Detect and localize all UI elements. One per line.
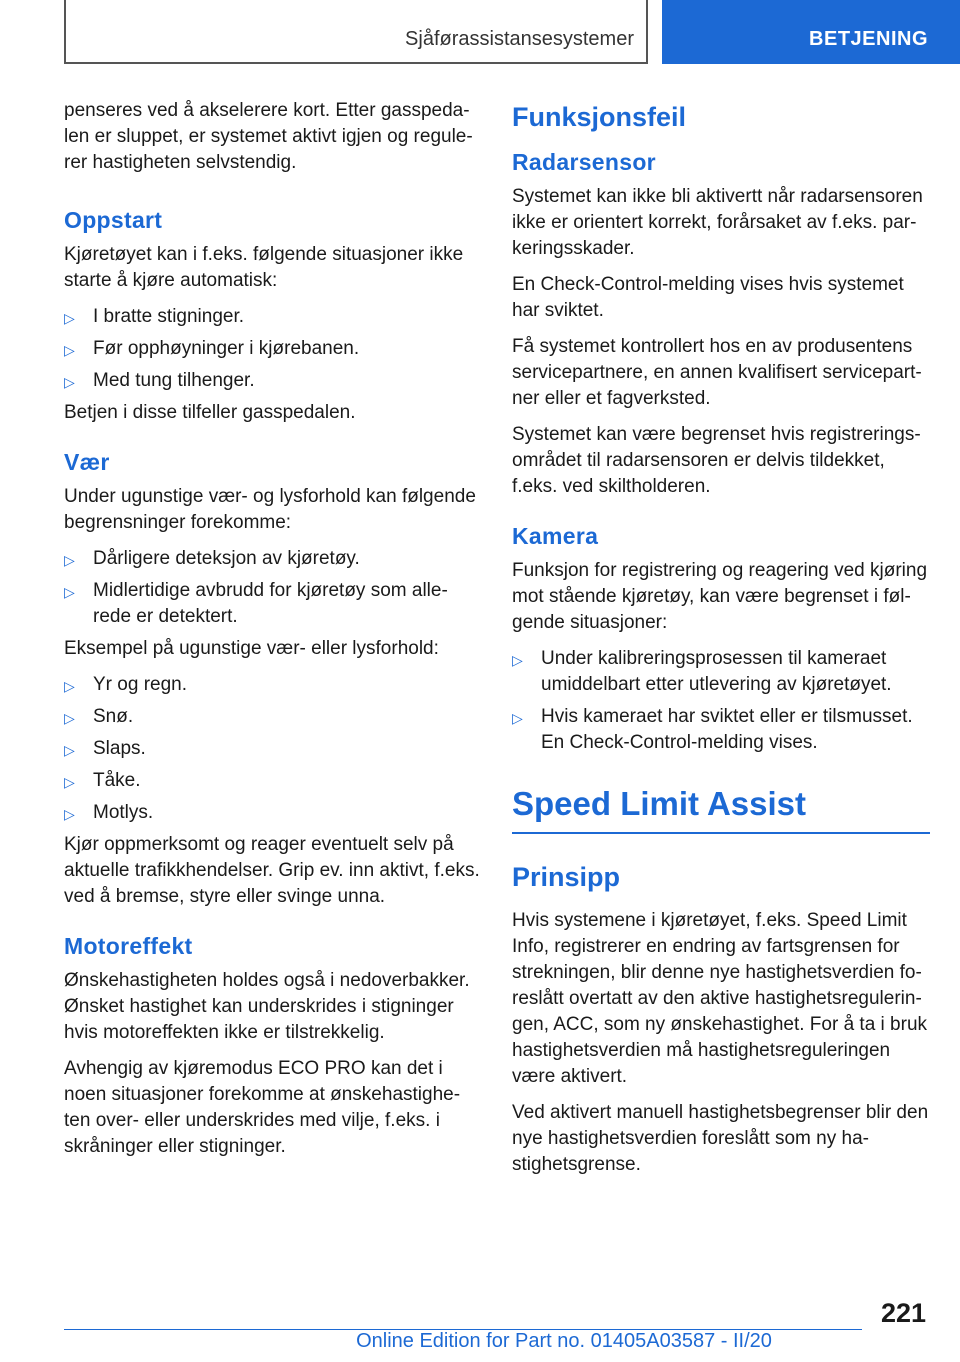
list-item: ▷ Yr og regn.	[64, 672, 482, 698]
heading-speed-limit-assist: Speed Limit Assist	[512, 785, 807, 822]
triangle-bullet-icon: ▷	[64, 552, 75, 568]
triangle-bullet-icon: ▷	[64, 678, 75, 694]
prinsipp-p1: Hvis systemene i kjøretøyet, f.eks. Speed Limit Info, registrerer en endring av fartsgrensen for strekningen, blir denne nye hastighetsverdien fo-reslått overtatt av den aktive hastighetsregulerin-gen, ACC, som ny ønskehastighet. For å ta i bruk hastighetsverdien må hastighetsreguleringen være aktivert.	[512, 910, 928, 1087]
oppstart-list	[64, 304, 482, 394]
triangle-bullet-icon: ▷	[64, 342, 75, 358]
list-item: ▷ Med tung tilhenger.	[64, 368, 482, 394]
kamera-text: Funksjon for registrering og reagering ved kjøring mot stående kjøretøy, kan være begrenset i føl-gende situasjoner:	[512, 560, 928, 633]
header-section-title: Sjåførassistansesystemer	[405, 28, 634, 50]
list-item: ▷ Før opphøyninger i kjørebanen.	[64, 336, 482, 362]
triangle-bullet-icon: ▷	[512, 710, 523, 726]
prinsipp-p2: Ved aktivert manuell hastighetsbegrenser blir den nye hastighetsverdien foreslått som ny ha-stighetsgrense.	[512, 1102, 929, 1175]
list-item: ▷ I bratte stigninger.	[64, 304, 482, 330]
list-item: ▷ Slaps.	[64, 736, 482, 762]
motoreffekt-text-1: Ønskehastigheten holdes også i nedoverbakker. Ønsket hastighet kan underskrides i stigninger hvis motoreffekten ikke er tilstrekkelig.	[64, 970, 470, 1043]
oppstart-text: Kjøretøyet kan i f.eks. følgende situasjoner ikke starte å kjøre automatisk:	[64, 244, 464, 291]
triangle-bullet-icon: ▷	[64, 806, 75, 822]
motoreffekt-text-2: Avhengig av kjøremodus ECO PRO kan det i noen situasjoner forekomme at ønskehastighe-ten over- eller underskrides med vilje, f.eks. i skråninger eller stigninger.	[64, 1058, 461, 1157]
heading-radarsensor: Radarsensor	[512, 149, 656, 175]
triangle-bullet-icon: ▷	[64, 310, 75, 326]
heading-prinsipp: Prinsipp	[512, 862, 621, 892]
header-chapter-title: BETJENING	[809, 28, 928, 50]
list-item: ▷ Tåke.	[64, 768, 482, 794]
header-section-box	[64, 0, 648, 64]
oppstart-after: Betjen i disse tilfeller gasspedalen.	[64, 402, 356, 423]
radar-p1: Systemet kan ikke bli aktivertt når radarsensoren ikke er orientert korrekt, forårsaket av f.eks. par-keringsskader.	[512, 186, 923, 259]
vaer-example-list	[64, 672, 482, 826]
section-rule	[512, 832, 930, 834]
heading-motoreffekt: Motoreffekt	[64, 933, 193, 959]
radar-p2: En Check-Control-melding vises hvis systemet har sviktet.	[512, 274, 904, 321]
kamera-list	[512, 646, 930, 756]
list-item: ▷ Midlertidige avbrudd for kjøretøy som alle-rede er detektert.	[64, 580, 448, 627]
intro-paragraph: penseres ved å akselerere kort. Etter gasspeda-len er sluppet, er systemet aktivt igjen og regule-rer hastigheten selvstendig.	[64, 100, 473, 173]
heading-kamera: Kamera	[512, 523, 599, 549]
vaer-text: Under ugunstige vær- og lysforhold kan følgende begrensninger forekomme:	[64, 486, 476, 533]
right-column	[512, 100, 930, 1188]
vaer-after: Kjør oppmerksomt og reager eventuelt selv på aktuelle trafikkhendelser. Grip ev. inn aktivt, f.eks. ved å bremse, styre eller svinge unna.	[64, 834, 480, 907]
triangle-bullet-icon: ▷	[64, 774, 75, 790]
heading-funksjonsfeil: Funksjonsfeil	[512, 102, 687, 132]
list-item: ▷ Hvis kameraet har sviktet eller er tilsmusset. En Check-Control-melding vises.	[512, 706, 913, 753]
triangle-bullet-icon: ▷	[64, 584, 75, 600]
vaer-example: Eksempel på ugunstige vær- eller lysforhold:	[64, 638, 439, 659]
page-number: 221	[880, 1298, 926, 1328]
footer-edition: Online Edition for Part no. 01405A03587 - II/20	[356, 1330, 772, 1352]
vaer-list	[64, 546, 482, 630]
triangle-bullet-icon: ▷	[64, 374, 75, 390]
list-item: ▷ Snø.	[64, 704, 482, 730]
radar-p4: Systemet kan være begrenset hvis registrerings-området til radarsensoren er delvis tildekket, f.eks. ved skiltholderen.	[512, 424, 921, 497]
list-item: ▷ Motlys.	[64, 800, 482, 826]
triangle-bullet-icon: ▷	[64, 742, 75, 758]
radar-p3: Få systemet kontrollert hos en av produsentens servicepartnere, en annen kvalifisert servicepart-ner eller et fagverksted.	[512, 336, 922, 409]
list-item: ▷ Dårligere deteksjon av kjøretøy.	[64, 546, 482, 572]
heading-oppstart: Oppstart	[64, 207, 163, 233]
triangle-bullet-icon: ▷	[64, 710, 75, 726]
list-item: ▷ Under kalibreringsprosessen til kameraet umiddelbart etter utlevering av kjøretøyet.	[512, 648, 892, 695]
header-chapter-tab	[662, 0, 960, 64]
heading-vaer: Vær	[64, 449, 110, 475]
triangle-bullet-icon: ▷	[512, 652, 523, 668]
left-column	[64, 98, 482, 1170]
